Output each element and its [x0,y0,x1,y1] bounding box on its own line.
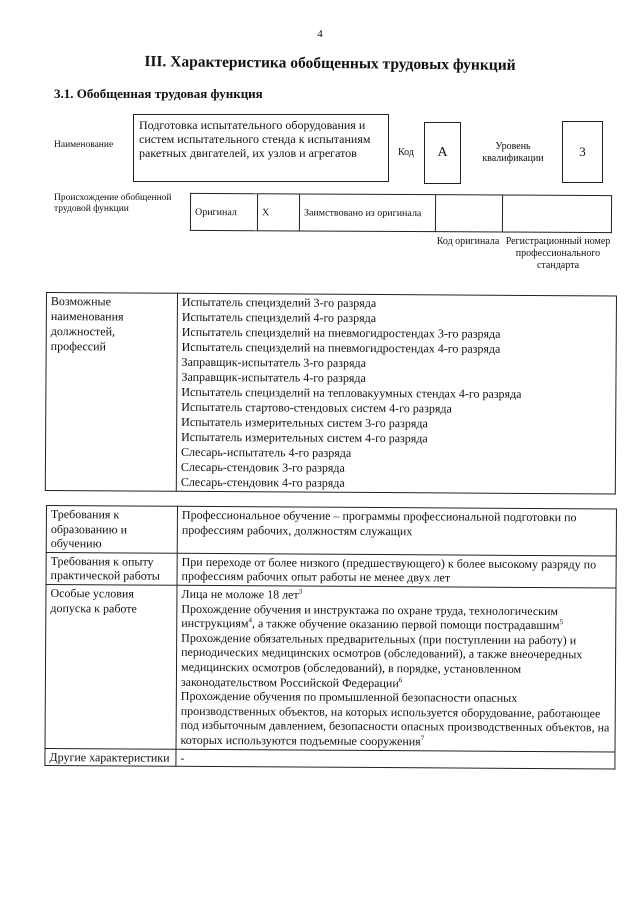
list-item: Слесарь-стендовик 4-го разряда [180,474,345,490]
section-title: III. Характеристика обобщенных трудовых функций [144,53,516,74]
list-item: Испытатель специзделий 4-го разряда [181,309,377,326]
origin-label: Происхождение обобщенной трудовой функции [54,193,172,214]
list-item: Слесарь-стендовик 3-го разряда [180,459,345,475]
positions-list [176,293,616,494]
other-value: - [176,749,615,769]
table-row [46,506,616,556]
list-item: Испытатель измерительных систем 4-го разряда [181,429,428,446]
condition-training: Прохождение обучения и инструктажа по охране труда, технологическим инструкциям$^4$, а также обучение оказанию первой помощи пострадавшим$^5$ [181,601,564,633]
list-item: Заправщик-испытатель 4-го разряда [181,369,366,385]
experience-label: Требования к опыту практической работы [46,552,177,585]
qualification-level-label: Уровень квалификации [482,141,544,164]
education-label: Требования к образованию и обучению [46,506,177,554]
condition-medical: Прохождение обязательных предварительных (при поступлении на работу) и периодических медицинских осмотров (обследований), а также внеочередных медицинских осмотров (обследований), в порядке, установленном законодательством Российской Федерации$^6$ [180,630,583,690]
positions-table [45,292,617,494]
footnote-ref: 7 [420,734,425,743]
reg-number-label: Регистрационный номер профессионального стандарта [505,236,611,271]
education-value: Профессиональное обучение – программы профессиональной подготовки по профессиям рабочих, должностям служащих [177,506,616,555]
list-item: Испытатель стартово-стендовых систем 4-го разряда [181,399,452,416]
footnote-ref: 6 [398,675,403,684]
positions-label: Возможные наименования должностей, профессий [45,293,177,492]
borrowed-label: Заимствовано из оригинала [299,194,435,232]
condition-safety: Прохождение обучения по промышленной безопасности опасных производственных объектов, на которых используется оборудование, работающее под избыточным давлением, безопасности опасных производственных объектов, на которых используются подъемные сооружения$^7$ [180,688,610,749]
reg-number-cell [502,195,611,233]
list-item: Испытатель специзделий на пневмогидростендах 3-го разряда [181,324,501,341]
original-mark: X [257,194,299,231]
requirements-table [44,505,617,770]
footnote-ref: 5 [559,618,564,627]
qualification-level-value: 3 [562,121,603,183]
conditions-value [176,585,616,751]
footnote-ref: 3 [298,587,303,596]
function-name-value: Подготовка испытательного оборудования и систем испытательного стенда к испытаниям ракетных двигателей, их узлов и агрегатов [133,114,389,182]
conditions-label: Особые условия допуска к работе [45,584,177,748]
code-original-label: Код оригинала [436,236,500,247]
other-label: Другие характеристики [45,748,176,766]
subsection-title: 3.1. Обобщенная трудовая функция [54,86,263,101]
list-item: Испытатель специзделий 3-го разряда [181,294,377,311]
list-item: Слесарь-испытатель 4-го разряда [180,444,352,460]
original-label: Оригинал [190,193,257,230]
table-row [45,584,616,751]
origin-table [190,193,612,233]
list-item: Испытатель специзделий на пневмогидростендах 4-го разряда [181,339,501,356]
list-item: Испытатель специзделий на тепловакуумных стендах 4-го разряда [181,384,522,401]
code-original-cell [435,195,502,232]
table-row [45,748,615,769]
experience-value: При переходе от более низкого (предшествующего) к более высокому разряду по профессиям рабочих опыт работы не менее двух лет [177,553,616,588]
page-number: 4 [317,28,323,40]
code-label: Код [398,147,414,158]
condition-age: Лица не моложе 18 лет$^3$ [181,586,303,602]
list-item: Испытатель измерительных систем 3-го разряда [181,414,428,431]
function-code-value: А [424,122,461,184]
name-label: Наименование [54,140,114,150]
list-item: Заправщик-испытатель 3-го разряда [181,354,367,370]
table-row [46,552,616,588]
footnote-ref: 4 [248,616,253,625]
